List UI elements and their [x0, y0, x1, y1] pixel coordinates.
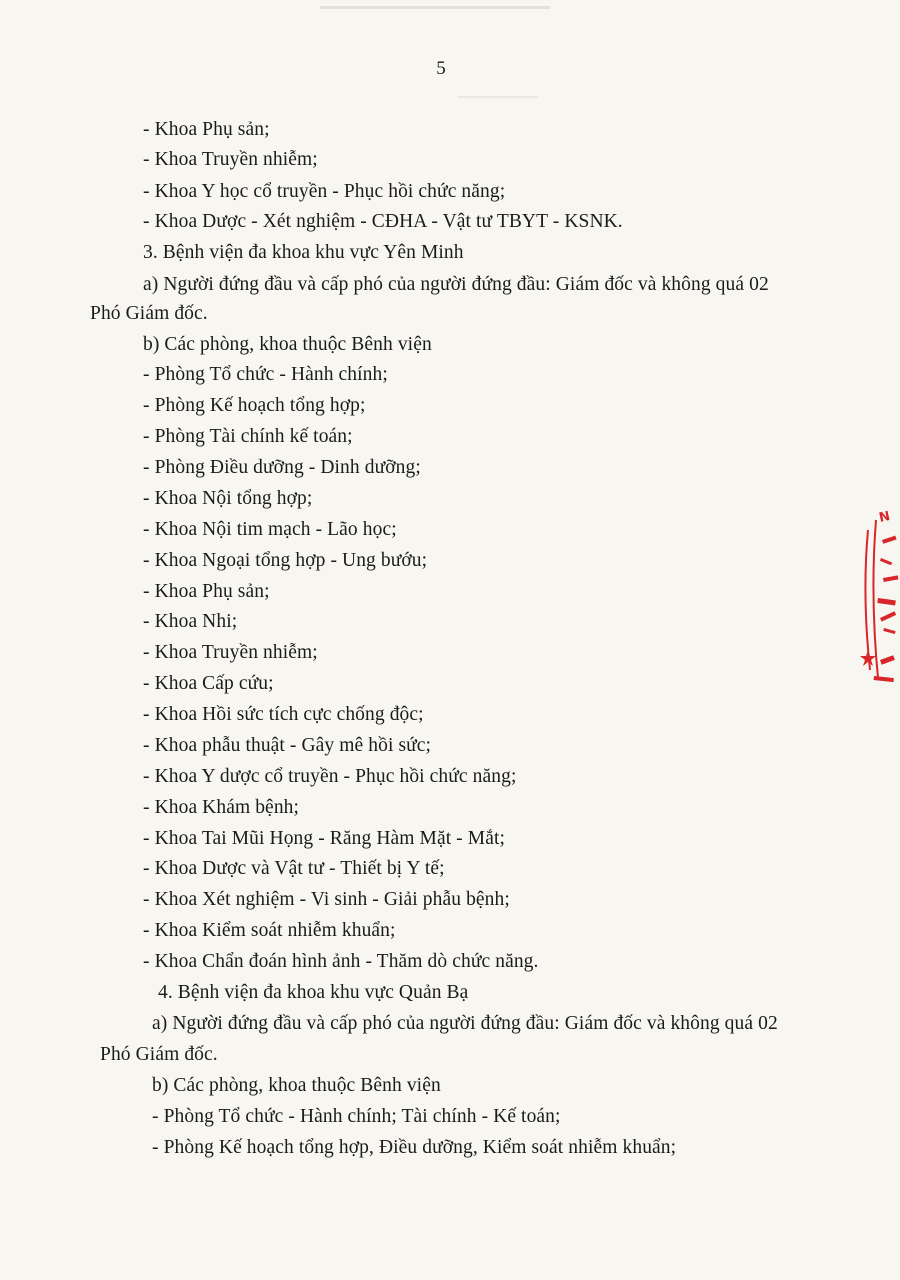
list-item: - Khoa Phụ sản;	[143, 581, 270, 602]
list-item: - Khoa Kiểm soát nhiễm khuẩn;	[143, 920, 396, 941]
list-item: - Phòng Tài chính kế toán;	[143, 426, 353, 447]
page-number: 5	[436, 58, 446, 79]
sub-heading: b) Các phòng, khoa thuộc Bênh viện	[143, 334, 432, 355]
list-item: - Khoa Dược và Vật tư - Thiết bị Y tế;	[143, 858, 445, 879]
list-item: - Phòng Điều dưỡng - Dinh dưỡng;	[143, 457, 421, 478]
body-line: Phó Giám đốc.	[100, 1044, 218, 1065]
list-item: - Khoa Y dược cổ truyền - Phục hồi chức năng;	[143, 766, 517, 787]
list-item: - Khoa Khám bệnh;	[143, 797, 300, 818]
list-item: - Phòng Tổ chức - Hành chính; Tài chính - Kế toán;	[152, 1106, 561, 1127]
body-line: - Khoa Phụ sản;	[143, 119, 270, 140]
red-seal-stamp-icon	[860, 500, 900, 690]
body-line: - Khoa Truyền nhiễm;	[143, 149, 318, 170]
section-heading: 3. Bệnh viện đa khoa khu vực Yên Minh	[143, 242, 464, 263]
list-item: - Khoa Cấp cứu;	[143, 673, 274, 694]
body-line: Phó Giám đốc.	[90, 303, 208, 324]
list-item: - Khoa Ngoại tổng hợp - Ung bướu;	[143, 550, 428, 571]
list-item: - Phòng Kế hoạch tổng hợp, Điều dưỡng, Kiểm soát nhiễm khuẩn;	[152, 1137, 677, 1158]
list-item: - Khoa Hồi sức tích cực chống độc;	[143, 704, 424, 725]
list-item: - Khoa Chẩn đoán hình ảnh - Thăm dò chức năng.	[143, 951, 539, 972]
list-item: - Khoa Nội tổng hợp;	[143, 488, 313, 509]
body-line: a) Người đứng đầu và cấp phó của người đứng đầu: Giám đốc và không quá 02	[152, 1013, 778, 1034]
list-item: - Phòng Tổ chức - Hành chính;	[143, 364, 388, 385]
body-line: a) Người đứng đầu và cấp phó của người đứng đầu: Giám đốc và không quá 02	[143, 274, 769, 295]
section-heading: 4. Bệnh viện đa khoa khu vực Quản Bạ	[158, 982, 469, 1003]
body-line: - Khoa Y học cổ truyền - Phục hồi chức năng;	[143, 181, 506, 202]
list-item: - Khoa phẫu thuật - Gây mê hồi sức;	[143, 735, 432, 756]
body-line: - Khoa Dược - Xét nghiệm - CĐHA - Vật tư TBYT - KSNK.	[143, 211, 623, 232]
list-item: - Khoa Tai Mũi Họng - Răng Hàm Mặt - Mắt;	[143, 828, 505, 849]
svg-text:N: N	[877, 508, 892, 526]
sub-heading: b) Các phòng, khoa thuộc Bênh viện	[152, 1075, 441, 1096]
list-item: - Phòng Kế hoạch tổng hợp;	[143, 395, 366, 416]
list-item: - Khoa Xét nghiệm - Vi sinh - Giải phẫu bệnh;	[143, 889, 510, 910]
list-item: - Khoa Truyền nhiễm;	[143, 642, 318, 663]
list-item: - Khoa Nhi;	[143, 611, 238, 632]
list-item: - Khoa Nội tim mạch - Lão học;	[143, 519, 397, 540]
faint-mark	[458, 92, 538, 102]
faint-header-bleedthrough	[320, 0, 550, 16]
